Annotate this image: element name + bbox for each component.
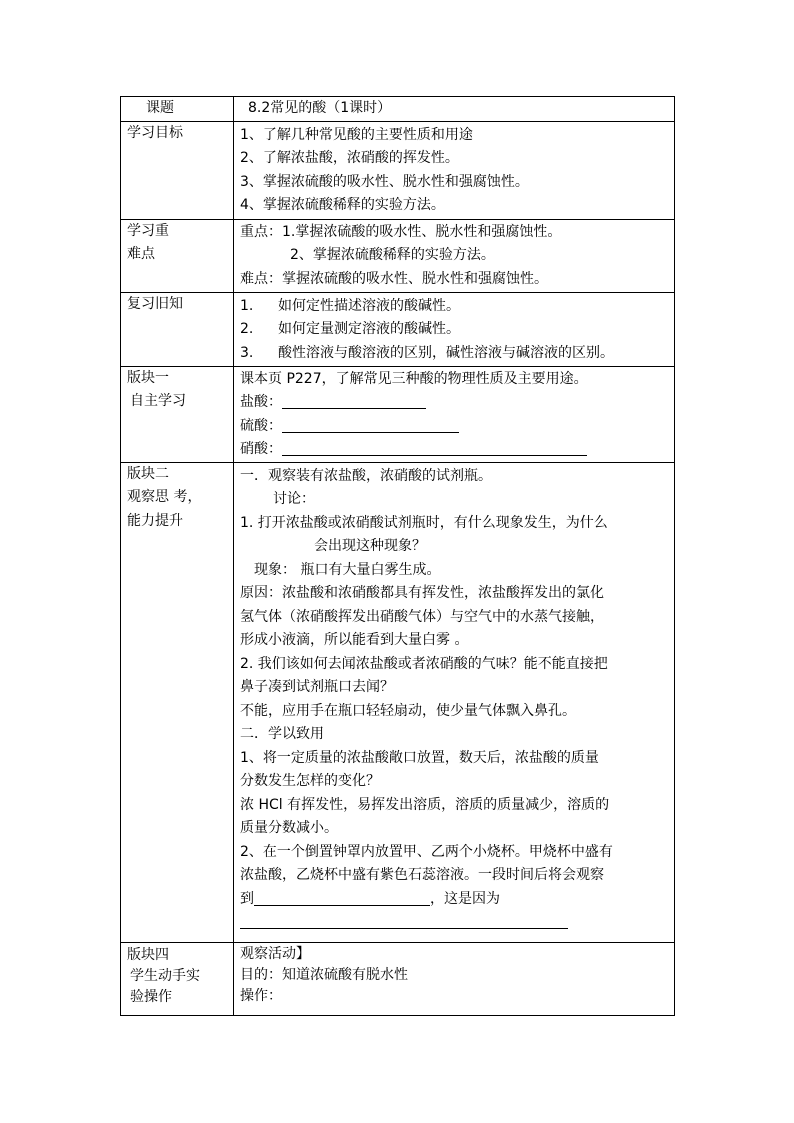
block1-label-line: 自主学习	[130, 393, 186, 409]
block2-line: 鼻子凑到试剂瓶口去闻？	[240, 679, 394, 695]
goal-line: 1、了解几种常见酸的主要性质和用途	[240, 126, 473, 143]
field-label: 硫酸：	[240, 417, 282, 434]
block2-line: 会出现这种现象？	[314, 538, 426, 554]
answer-blank[interactable]	[282, 392, 426, 409]
title-cell	[234, 97, 675, 122]
key-point-line: 重点：1.掌握浓硫酸的吸水性、脱水性和强腐蚀性。	[240, 223, 562, 240]
block2-label-line: 观察思 考，	[127, 489, 202, 505]
sulfuric-acid-field	[240, 415, 674, 439]
review-item-text: 如何定性描述溶液的酸碱性。	[278, 297, 460, 314]
review-item-text: 酸性溶液与酸溶液的区别，碱性溶液与碱溶液的区别。	[278, 344, 614, 361]
block2-line: 到	[240, 890, 254, 907]
goals-cell	[234, 121, 675, 219]
row-block1	[121, 366, 675, 462]
row-block4	[121, 942, 675, 1015]
review-item	[240, 318, 674, 342]
key-point-line: 2、掌握浓硫酸稀释的实验方法。	[290, 247, 495, 263]
block4-line: 操作：	[240, 987, 282, 1004]
block2-line: 1、将一定质量的浓盐酸敞口放置，数天后，浓盐酸的质量	[240, 749, 599, 766]
review-item	[240, 295, 674, 319]
block2-line: 原因：浓盐酸和浓硝酸都具有挥发性，浓盐酸挥发出的氯化	[240, 585, 604, 601]
goal-line: 2、了解浓盐酸，浓硝酸的挥发性。	[240, 150, 459, 166]
review-label: 复习旧知	[127, 295, 183, 312]
block4-label-line: 验操作	[130, 988, 172, 1005]
review-item-number: 1.	[240, 297, 254, 314]
block4-label-cell	[121, 942, 234, 1015]
review-item-number: 2.	[240, 321, 254, 337]
block2-line: 一．观察装有浓盐酸，浓硝酸的试剂瓶。	[240, 467, 492, 484]
block2-line: ，这是因为	[430, 890, 500, 907]
answer-blank[interactable]	[254, 889, 430, 906]
block2-line: 二．学以致用	[240, 726, 324, 742]
difficulty-line: 难点：掌握浓硫酸的吸水性、脱水性和强腐蚀性。	[240, 270, 548, 287]
block4-cell	[234, 942, 675, 1015]
block1-label-line: 版块一	[127, 369, 169, 386]
block2-line: 2. 我们该如何去闻浓盐酸或者浓硝酸的气味？能不能直接把	[240, 655, 608, 672]
lesson-plan-table	[120, 96, 675, 1016]
block4-label-line: 版块四	[127, 946, 169, 963]
block1-cell	[234, 366, 675, 462]
block2-line: 讨论：	[273, 491, 315, 507]
answer-blank[interactable]	[282, 416, 459, 433]
block4-line: 观察活动】	[240, 945, 310, 962]
title-label: 课题	[146, 100, 174, 116]
block2-line: 现象： 瓶口有大量白雾生成。	[254, 561, 441, 578]
key-cell	[234, 219, 675, 292]
block2-cell	[234, 462, 675, 942]
row-review	[121, 292, 675, 366]
goal-line: 4、掌握浓硫酸稀释的实验方法。	[240, 197, 445, 213]
block2-line: 不能，应用手在瓶口轻轻扇动，使少量气体飘入鼻孔。	[240, 702, 576, 719]
block1-intro: 课本页 P227，了解常见三种酸的物理性质及主要用途。	[240, 370, 588, 387]
review-item-number: 3.	[240, 344, 254, 361]
field-label: 硝酸：	[240, 441, 282, 457]
block2-label-line: 版块二	[127, 465, 169, 482]
hydrochloric-acid-field	[240, 391, 674, 415]
review-item-text: 如何定量测定溶液的酸碱性。	[278, 321, 460, 337]
key-label-line: 难点	[127, 246, 155, 262]
block2-line: 浓 HCl 有挥发性，易挥发出溶质，溶质的质量减少，溶质的	[240, 796, 610, 813]
row-block2	[121, 462, 675, 942]
block2-line: 分数发生怎样的变化？	[240, 773, 380, 789]
block2-line: 浓盐酸，乙烧杯中盛有紫色石蕊溶液。一段时间后将会观察	[240, 867, 604, 883]
key-label-line: 学习重	[127, 222, 169, 239]
block2-line: 2、在一个倒置钟罩内放置甲、乙两个小烧杯。甲烧杯中盛有	[240, 843, 613, 860]
title-label-cell	[121, 97, 234, 122]
block4-label-line: 学生动手实	[130, 967, 200, 984]
field-label: 盐酸：	[240, 394, 282, 410]
block2-line: 形成小液滴，所以能看到大量白雾 。	[240, 632, 469, 648]
block2-line: 氢气体（浓硝酸挥发出硝酸气体）与空气中的水蒸气接触，	[240, 608, 604, 625]
goals-label-cell	[121, 121, 234, 219]
review-item	[240, 342, 674, 366]
lesson-title: 8.2常见的酸（1课时）	[248, 100, 392, 116]
goal-line: 3、掌握浓硫酸的吸水性、脱水性和强腐蚀性。	[240, 173, 529, 190]
answer-blank[interactable]	[240, 912, 568, 929]
review-cell	[234, 292, 675, 366]
key-label-cell	[121, 219, 234, 292]
row-key-points	[121, 219, 675, 292]
row-title	[121, 97, 675, 122]
observe-answer-line	[240, 888, 674, 912]
block2-label-cell	[121, 462, 234, 942]
nitric-acid-field	[240, 438, 674, 462]
goals-label: 学习目标	[127, 124, 183, 141]
row-goals	[121, 121, 675, 219]
review-label-cell	[121, 292, 234, 366]
block1-label-cell	[121, 366, 234, 462]
reason-answer-line	[240, 911, 674, 935]
block2-line: 质量分数减小。	[240, 820, 338, 836]
block4-line: 目的：知道浓硫酸有脱水性	[240, 966, 408, 983]
block2-line: 1. 打开浓盐酸或浓硝酸试剂瓶时，有什么现象发生，为什么	[240, 514, 608, 531]
answer-blank[interactable]	[282, 439, 587, 456]
block2-label-line: 能力提升	[127, 512, 183, 529]
